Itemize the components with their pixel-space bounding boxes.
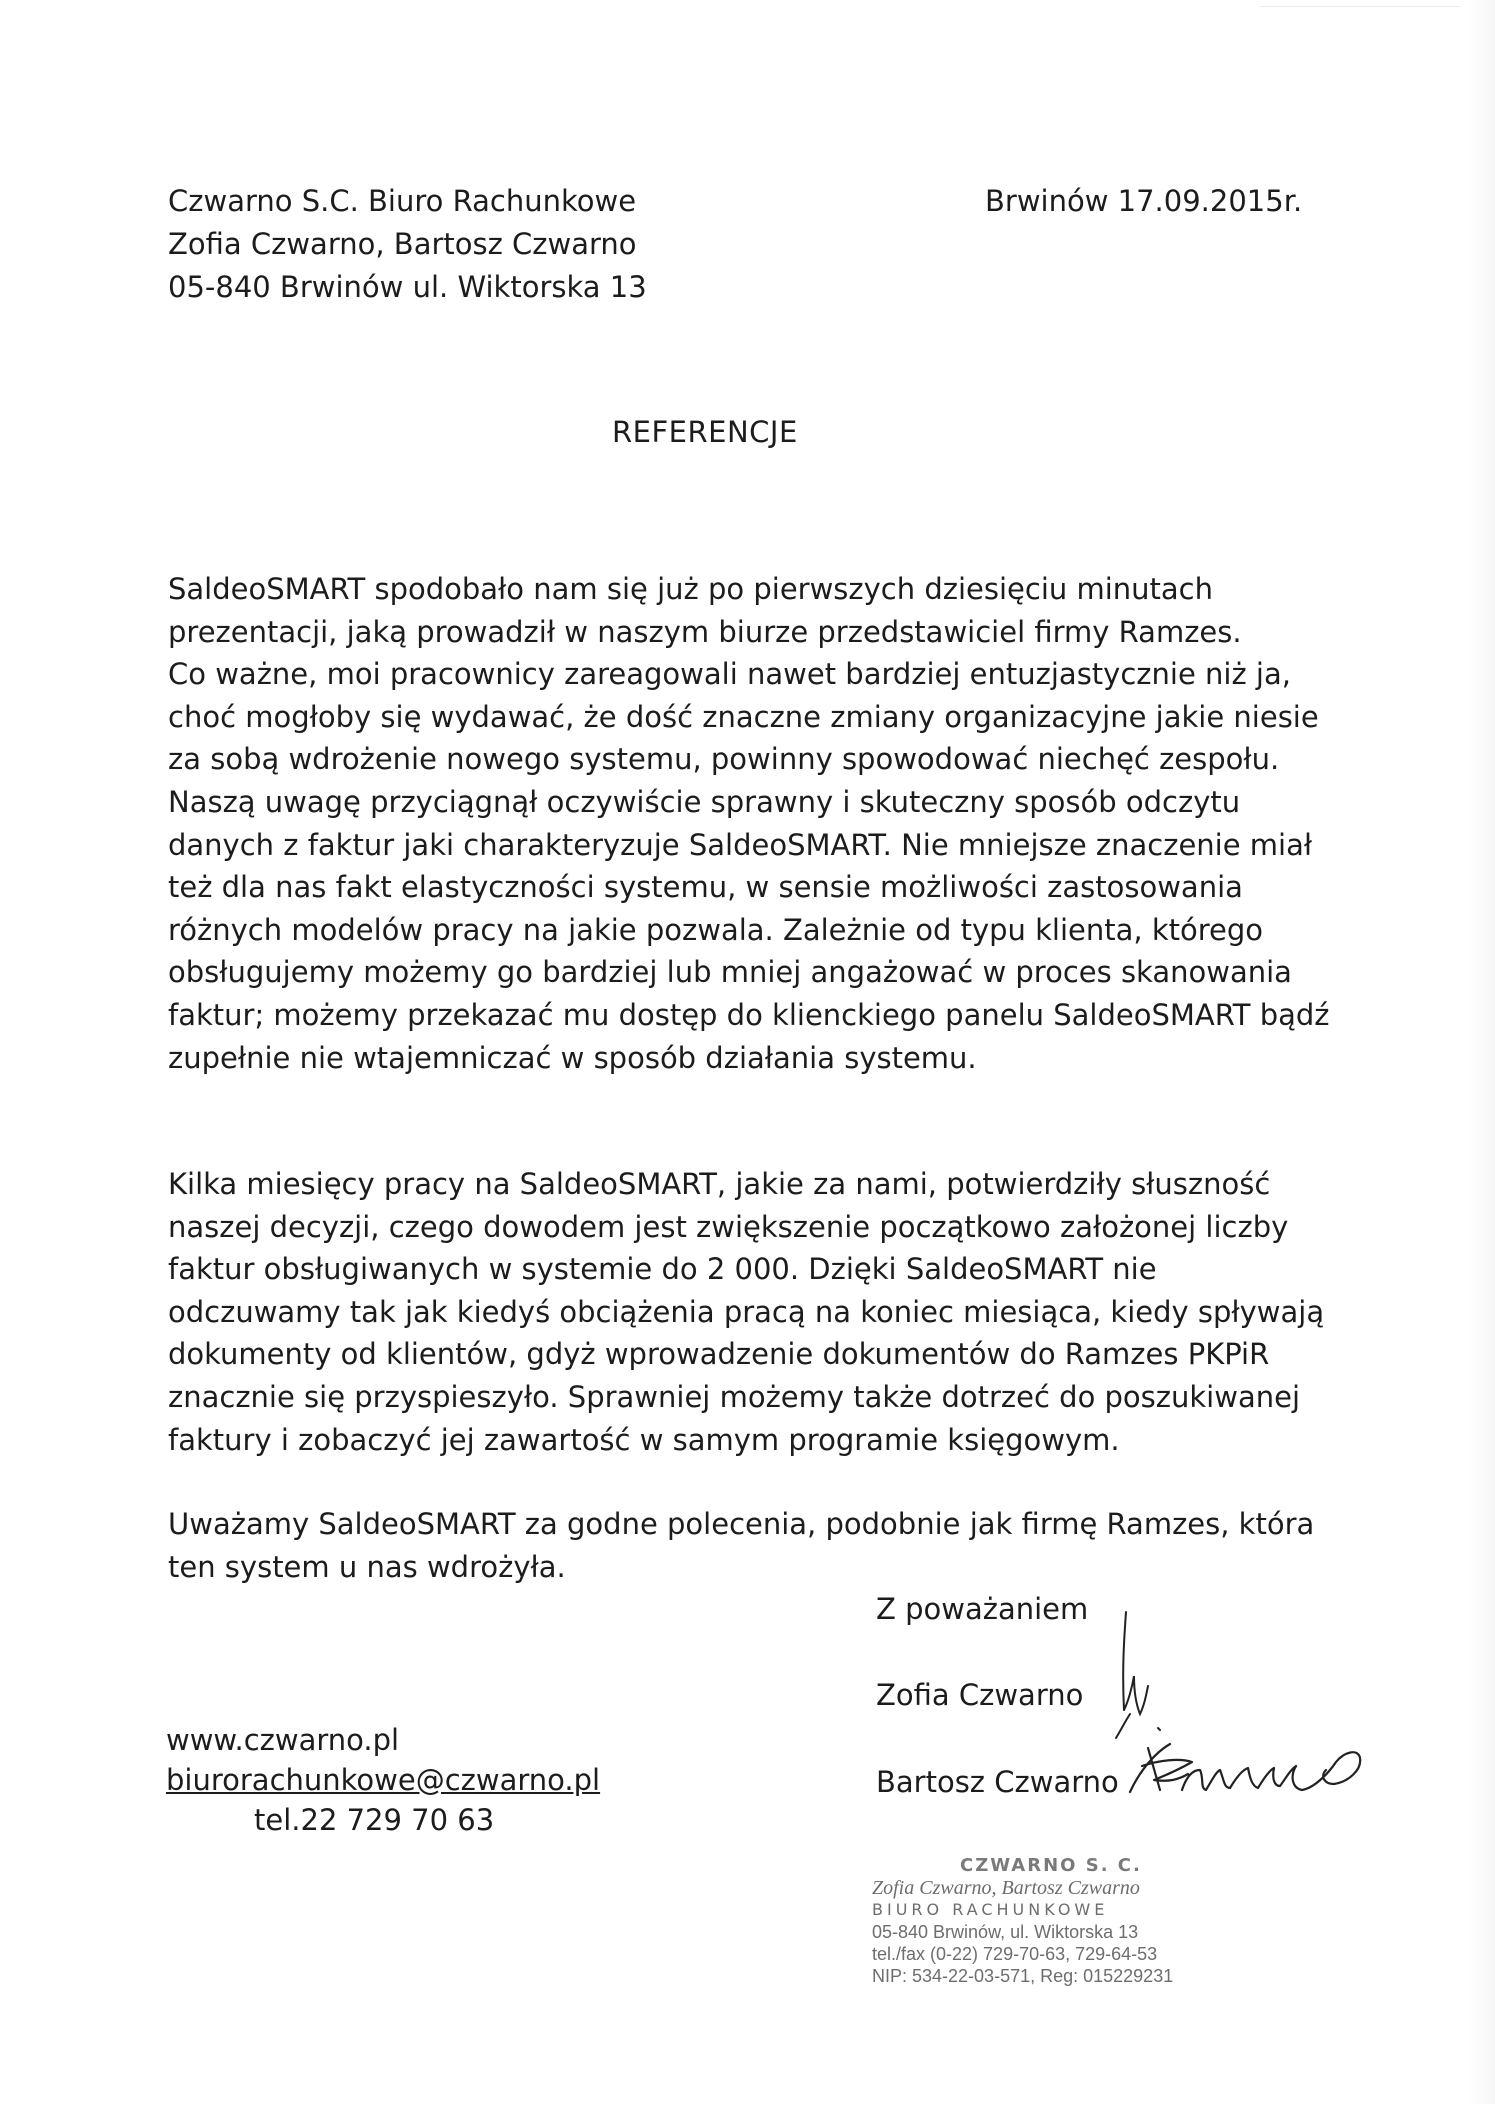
body-paragraph-2 — [168, 1163, 1324, 1461]
text-line: znacznie się przyspieszyło. Sprawniej możemy także dotrzeć do poszukiwanej — [168, 1379, 1301, 1414]
text-line: dokumenty od klientów, gdyż wprowadzenie dokumentów do Ramzes PKPiR — [168, 1337, 1270, 1372]
stamp-line: CZWARNO S. C. — [960, 1855, 1142, 1876]
stamp-line: Zofia Czwarno, Bartosz Czwarno — [872, 1877, 1140, 1899]
phone-number: tel.22 729 70 63 — [254, 1803, 495, 1837]
email-link[interactable]: biurorachunkowe@czwarno.pl — [166, 1763, 601, 1797]
closing-regards: Z poważaniem — [876, 1592, 1089, 1626]
stamp-line: BIURO RACHUNKOWE — [872, 1900, 1109, 1919]
sender-line: Czwarno S.C. Biuro Rachunkowe — [168, 184, 637, 218]
sender-address — [168, 180, 647, 309]
contact-block — [166, 1720, 600, 1840]
text-line: ten system u nas wdrożyła. — [168, 1549, 566, 1584]
text-line: prezentacji, jaką prowadził w naszym biurze przedstawiciel firmy Ramzes. — [168, 614, 1242, 649]
scan-edge-shadow — [1467, 0, 1495, 2104]
company-stamp — [872, 1855, 1272, 1987]
body-paragraph-3 — [168, 1503, 1314, 1588]
text-line: obsługujemy możemy go bardziej lub mniej angażować w proces skanowania — [168, 955, 1292, 990]
signatory-name-2: Bartosz Czwarno — [876, 1765, 1119, 1799]
text-line: faktur obsługiwanych w systemie do 2 000. Dzięki SaldeoSMART nie — [168, 1252, 1157, 1287]
text-line: faktury i zobaczyć jej zawartość w samym programie księgowym. — [168, 1422, 1120, 1457]
signature-bartosz — [1120, 1730, 1370, 1820]
text-line: SaldeoSMART spodobało nam się już po pierwszych dziesięciu minutach — [168, 572, 1214, 606]
text-line: też dla nas fakt elastyczności systemu, w sensie możliwości zastosowania — [168, 870, 1243, 905]
text-line: za sobą wdrożenie nowego systemu, powinny spowodować niechęć zespołu. — [168, 742, 1280, 777]
text-line: Co ważne, moi pracownicy zareagowali nawet bardziej entuzjastycznie niż ja, — [168, 657, 1291, 692]
signatory-name-1: Zofia Czwarno — [876, 1678, 1084, 1712]
place-date: Brwinów 17.09.2015r. — [985, 184, 1303, 218]
text-line: Kilka miesięcy pracy na SaldeoSMART, jakie za nami, potwierdziły słuszność — [168, 1167, 1271, 1201]
body-paragraph-1 — [168, 568, 1330, 1079]
text-line: odczuwamy tak jak kiedyś obciążenia pracą na koniec miesiąca, kiedy spływają — [168, 1294, 1325, 1329]
text-line: Naszą uwagę przyciągnął oczywiście sprawny i skuteczny sposób odczytu — [168, 784, 1241, 819]
letter-title: REFERENCJE — [612, 415, 798, 449]
scan-artifact — [1260, 6, 1460, 7]
text-line: Uważamy SaldeoSMART za godne polecenia, podobnie jak firmę Ramzes, która — [168, 1507, 1315, 1541]
website-link[interactable]: www.czwarno.pl — [166, 1723, 400, 1757]
text-line: naszej decyzji, czego dowodem jest zwiększenie początkowo założonej liczby — [168, 1209, 1289, 1244]
stamp-line: 05-840 Brwinów, ul. Wiktorska 13 — [872, 1922, 1139, 1942]
text-line: różnych modelów pracy na jakie pozwala. Zależnie od typu klienta, którego — [168, 912, 1264, 947]
text-line: choć mogłoby się wydawać, że dość znaczne zmiany organizacyjne jakie niesie — [168, 699, 1319, 734]
text-line: faktur; możemy przekazać mu dostęp do klienckiego panelu SaldeoSMART bądź — [168, 997, 1330, 1032]
sender-line: 05-840 Brwinów ul. Wiktorska 13 — [168, 270, 647, 304]
sender-line: Zofia Czwarno, Bartosz Czwarno — [168, 227, 637, 261]
stamp-line: NIP: 534-22-03-571, Reg: 015229231 — [872, 1966, 1174, 1986]
text-line: zupełnie nie wtajemniczać w sposób działania systemu. — [168, 1040, 977, 1075]
text-line: danych z faktur jaki charakteryzuje SaldeoSMART. Nie mniejsze znaczenie miał — [168, 827, 1313, 862]
stamp-line: tel./fax (0-22) 729-70-63, 729-64-53 — [872, 1944, 1158, 1964]
signature-zofia — [1110, 1610, 1170, 1740]
